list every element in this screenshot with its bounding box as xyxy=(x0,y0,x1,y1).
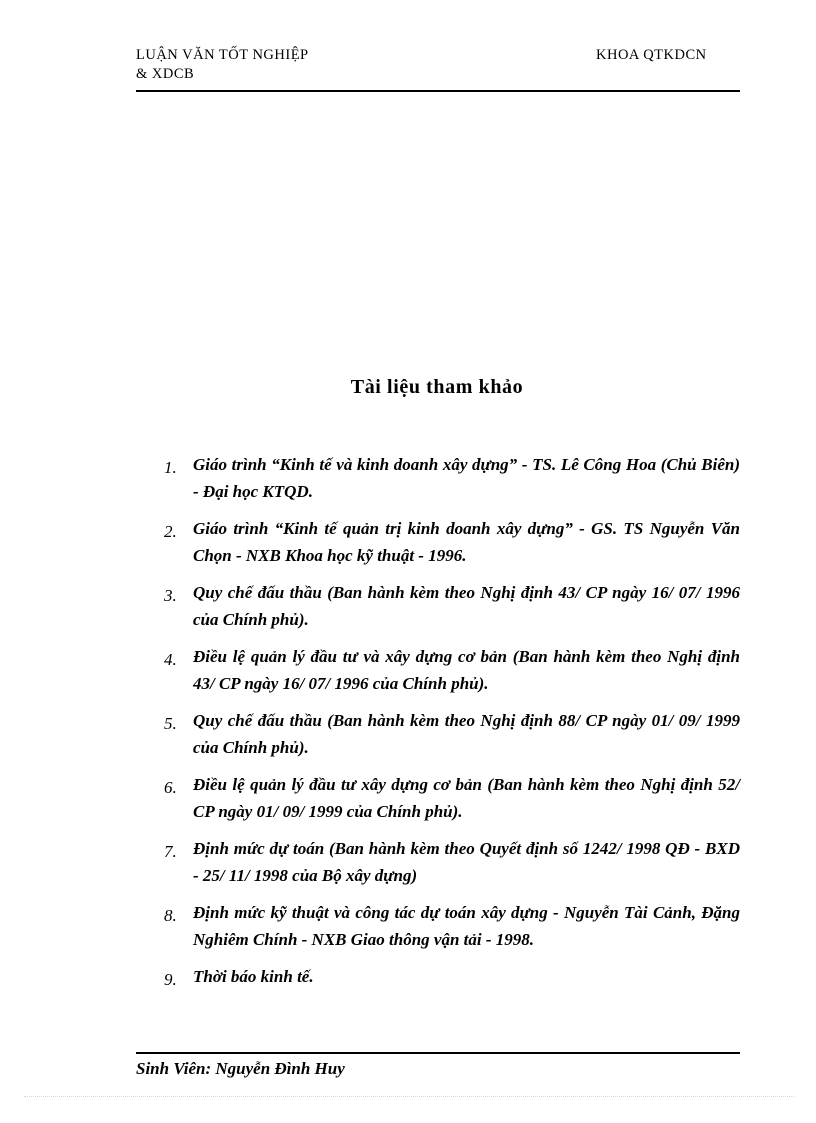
reference-text: Định mức kỹ thuật và công tác dự toán xây dựng - Nguyễn Tài Cảnh, Đặng Nghiêm Chính - NXB Giao thông vận tải - 1998. xyxy=(193,903,740,949)
reference-item xyxy=(160,899,740,953)
reference-number: 2. xyxy=(164,522,177,541)
reference-number: 7. xyxy=(164,842,177,861)
reference-text: Điều lệ quản lý đầu tư xây dựng cơ bản (Ban hành kèm theo Nghị định 52/ CP ngày 01/ 09/ 1999 của Chính phủ). xyxy=(193,775,740,821)
page-header xyxy=(136,46,740,92)
reference-number: 9. xyxy=(164,970,177,989)
reference-number: 1. xyxy=(164,458,177,477)
page-bottom-divider xyxy=(24,1096,794,1097)
reference-text: Điều lệ quản lý đầu tư và xây dựng cơ bản (Ban hành kèm theo Nghị định 43/ CP ngày 16/ 07/ 1996 của Chính phủ). xyxy=(193,647,740,693)
reference-item xyxy=(160,707,740,761)
reference-list xyxy=(160,451,740,1000)
reference-item xyxy=(160,515,740,569)
header-thesis-label: LUẬN VĂN TỐT NGHIỆP xyxy=(136,47,309,63)
reference-number: 6. xyxy=(164,778,177,797)
reference-text: Định mức dự toán (Ban hành kèm theo Quyết định số 1242/ 1998 QĐ - BXD - 25/ 11/ 1998 của Bộ xây dựng) xyxy=(193,839,740,885)
reference-text: Quy chế đấu thầu (Ban hành kèm theo Nghị định 88/ CP ngày 01/ 09/ 1999 của Chính phủ). xyxy=(193,711,740,757)
student-name: Sinh Viên: Nguyễn Đình Huy xyxy=(136,1059,345,1078)
reference-number: 5. xyxy=(164,714,177,733)
reference-item xyxy=(160,579,740,633)
page-footer xyxy=(136,1052,740,1079)
reference-number: 8. xyxy=(164,906,177,925)
reference-item xyxy=(160,451,740,505)
reference-item xyxy=(160,643,740,697)
reference-item xyxy=(160,835,740,889)
reference-number: 4. xyxy=(164,650,177,669)
reference-text: Giáo trình “Kinh tế quản trị kinh doanh xây dựng” - GS. TS Nguyễn Văn Chọn - NXB Khoa học kỹ thuật - 1996. xyxy=(193,519,740,565)
reference-text: Quy chế đấu thầu (Ban hành kèm theo Nghị định 43/ CP ngày 16/ 07/ 1996 của Chính phủ). xyxy=(193,583,740,629)
reference-number: 3. xyxy=(164,586,177,605)
page-title: Tài liệu tham khảo xyxy=(350,376,524,398)
header-left xyxy=(136,46,309,84)
reference-item xyxy=(160,963,740,990)
header-faculty: KHOA QTKDCN xyxy=(596,47,707,63)
reference-text: Giáo trình “Kinh tế và kinh doanh xây dựng” - TS. Lê Công Hoa (Chủ Biên) - Đại học KTQD. xyxy=(193,455,740,501)
reference-item xyxy=(160,771,740,825)
header-department-suffix: & XDCB xyxy=(136,66,195,82)
reference-text: Thời báo kinh tế. xyxy=(193,967,314,986)
